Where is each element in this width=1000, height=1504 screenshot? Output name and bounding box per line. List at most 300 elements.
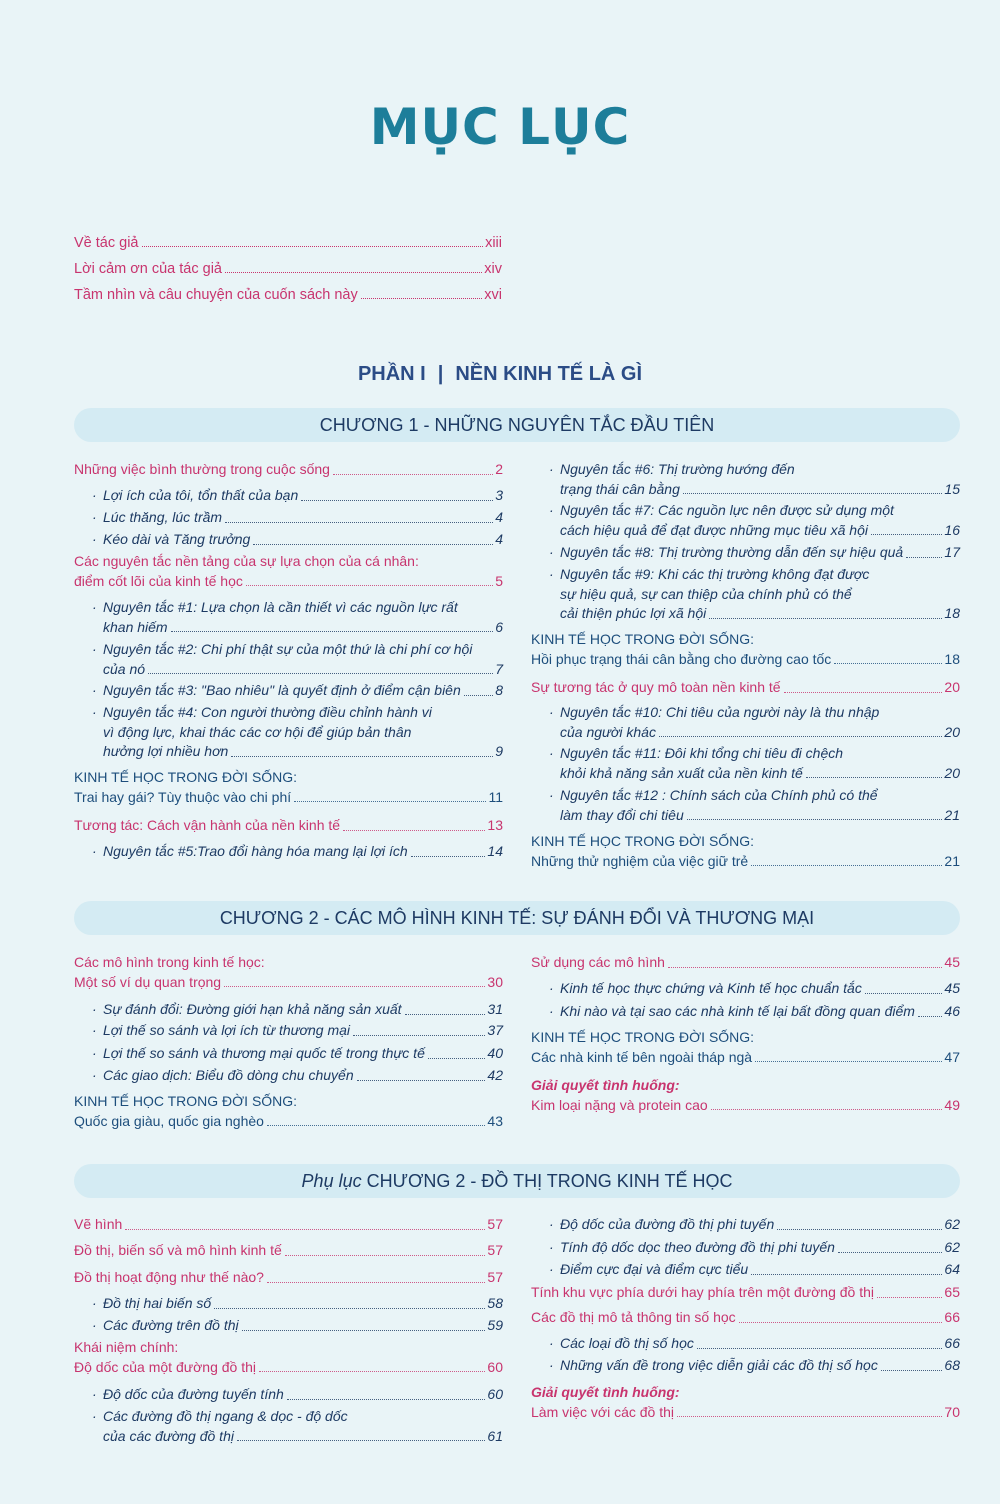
- dot-leader: [881, 1356, 943, 1371]
- entry-text: Nguyên tắc #7: Các nguồn lực nên được sử dụng một: [560, 502, 894, 518]
- page-number: 47: [944, 1048, 960, 1065]
- entry-line: [74, 816, 503, 836]
- bullet-icon: ·: [92, 704, 97, 720]
- toc-subentry: [531, 501, 960, 540]
- entry-text: Khi nào và tại sao các nhà kinh tế lại bất đồng quan điểm: [560, 1003, 915, 1019]
- entry-line: [103, 530, 503, 550]
- page-number: 7: [495, 660, 503, 677]
- entry-text: Các nhà kinh tế bên ngoài tháp ngà: [531, 1048, 753, 1065]
- dot-leader: [906, 543, 942, 558]
- dot-leader: [125, 1215, 485, 1230]
- toc-subentry: [531, 543, 960, 563]
- entry-line: [560, 1215, 960, 1235]
- dot-leader: [871, 521, 942, 536]
- dot-leader: [877, 1283, 942, 1298]
- entry-line: [560, 585, 960, 605]
- dot-leader: [751, 852, 942, 867]
- toc-entry: [531, 1383, 960, 1422]
- toc-subentry: [74, 1407, 503, 1446]
- page-number: 42: [487, 1067, 503, 1083]
- toc-subentry: [531, 1238, 960, 1258]
- toc-subentry: [74, 703, 503, 762]
- entry-text: Độ dốc của một đường đồ thị: [74, 1358, 256, 1375]
- entry-text: Độ dốc của đường tuyến tính: [103, 1386, 284, 1402]
- dot-leader: [231, 742, 493, 757]
- toc-subentry: [74, 640, 503, 679]
- page-number: 60: [487, 1386, 503, 1402]
- entry-text: Nguyên tắc #9: Khi các thị trường không đạt được: [560, 566, 870, 582]
- entry-text: Vẽ hình: [74, 1216, 123, 1232]
- entry-text: Tầm nhìn và câu chuyện của cuốn sách này: [74, 287, 358, 303]
- entry-text: Kinh tế học thực chứng và Kinh tế học chuẩn tắc: [560, 980, 862, 996]
- bullet-icon: ·: [549, 1239, 554, 1255]
- entry-heading: Giải quyết tình huống:: [531, 1384, 680, 1400]
- toc-entry: [531, 678, 960, 698]
- entry-text: Đồ thị, biến số và mô hình kinh tế: [74, 1242, 282, 1258]
- page-number: 58: [487, 1295, 503, 1311]
- bullet-icon: ·: [549, 980, 554, 996]
- entry-line: [531, 1308, 960, 1328]
- page-number: 21: [944, 806, 960, 823]
- chapter-1-band: [74, 408, 960, 442]
- entry-text: Quốc gia giàu, quốc gia nghèo: [74, 1112, 264, 1129]
- toc-subentry: [74, 598, 503, 637]
- dot-leader: [739, 1308, 943, 1323]
- entry-line: [103, 842, 503, 862]
- dot-leader: [777, 1215, 942, 1230]
- entry-line: [74, 552, 503, 572]
- page-number: 15: [944, 480, 960, 497]
- entry-line: [103, 508, 503, 528]
- entry-text: Nguyên tắc #11: Đôi khi tổng chi tiêu đi chệch: [560, 745, 844, 761]
- page-number: 4: [495, 531, 503, 547]
- entry-line: [531, 650, 960, 670]
- bullet-icon: ·: [549, 461, 554, 477]
- toc-subentry: [74, 842, 503, 862]
- dot-leader: [687, 806, 943, 821]
- bullet-icon: ·: [92, 1317, 97, 1333]
- dot-leader: [259, 1358, 485, 1373]
- page-number: 59: [487, 1317, 503, 1333]
- toc-entry: [74, 1268, 503, 1288]
- toc-subentry: [74, 1044, 503, 1064]
- dot-leader: [357, 1066, 486, 1081]
- bullet-icon: ·: [92, 1295, 97, 1311]
- page-number: 46: [944, 1003, 960, 1019]
- part-separator: |: [437, 363, 444, 385]
- entry-text: Về tác giả: [74, 235, 139, 251]
- page-number: 18: [944, 605, 960, 621]
- dot-leader: [301, 486, 493, 501]
- entry-line: [560, 460, 960, 480]
- part-heading: [0, 363, 1000, 386]
- page-number: 37: [487, 1022, 503, 1038]
- entry-line: [531, 852, 960, 872]
- toc-subentry: [74, 530, 503, 550]
- dot-leader: [677, 1403, 942, 1418]
- dot-leader: [755, 1048, 942, 1063]
- chapter-title: CHƯƠNG 2 - CÁC MÔ HÌNH KINH TẾ: SỰ ĐÁNH ĐỔI VÀ THƯƠNG MẠI: [219, 908, 815, 928]
- bullet-icon: ·: [92, 1386, 97, 1402]
- entry-line: [103, 703, 503, 723]
- entry-text: khan hiếm: [103, 618, 168, 635]
- entry-text: hưởng lợi nhiều hơn: [103, 743, 229, 759]
- bullet-icon: ·: [92, 487, 97, 503]
- dot-leader: [142, 235, 484, 247]
- toc-subentry: [74, 681, 503, 701]
- entry-line: [103, 660, 503, 680]
- dot-leader: [411, 842, 486, 857]
- entry-text: Hồi phục trạng thái cân bằng cho đường cao tốc: [531, 650, 832, 667]
- entry-line: [103, 742, 503, 762]
- dot-leader: [683, 480, 943, 495]
- entry-text: của các đường đồ thị: [103, 1427, 234, 1444]
- bullet-icon: ·: [549, 745, 554, 761]
- entry-line: [560, 1238, 960, 1258]
- entry-text: Các mô hình trong kinh tế học:: [74, 954, 265, 970]
- entry-line: [103, 723, 503, 743]
- toc-subentry: [531, 786, 960, 825]
- chapter-2-band: [74, 901, 960, 935]
- dot-leader: [225, 508, 493, 523]
- entry-line: [531, 1403, 960, 1423]
- entry-text: Đồ thị hai biến số: [103, 1295, 212, 1311]
- entry-line: [531, 1096, 960, 1116]
- entry-text: Độ dốc của đường đồ thị phi tuyến: [560, 1216, 775, 1232]
- dot-leader: [246, 572, 493, 587]
- dot-leader: [214, 1294, 485, 1309]
- entry-heading: KINH TẾ HỌC TRONG ĐỜI SỐNG:: [531, 833, 755, 849]
- bullet-icon: ·: [92, 843, 97, 859]
- bullet-icon: ·: [92, 641, 97, 657]
- entry-line: [531, 1283, 960, 1303]
- entry-line: [560, 1356, 960, 1376]
- page-number: 3: [495, 487, 503, 503]
- dot-leader: [353, 1021, 485, 1036]
- entry-text: Nguyên tắc #3: "Bao nhiêu" là quyết định ở điểm cận biên: [103, 682, 461, 698]
- entry-text: Làm việc với các đồ thị: [531, 1403, 675, 1420]
- entry-text: vì động lực, khai thác các cơ hội để giúp bản thân: [103, 723, 412, 740]
- entry-line: [560, 565, 960, 585]
- entry-text: Nguyên tắc #2: Chi phí thật sự của một thứ là chi phí cơ hội: [103, 641, 473, 657]
- page-number: 45: [944, 954, 960, 970]
- page-number: 65: [944, 1284, 960, 1300]
- entry-text: Trai hay gái? Tùy thuộc vào chi phí: [74, 788, 292, 805]
- page-number: 57: [487, 1269, 503, 1285]
- front-matter-item: [74, 261, 502, 277]
- toc-entry: [74, 1215, 503, 1235]
- toc-entry: [74, 816, 503, 836]
- entry-line: [560, 979, 960, 999]
- page-number: 14: [487, 843, 503, 859]
- entry-line: [103, 486, 503, 506]
- entry-line: [560, 703, 960, 723]
- page-number: 68: [944, 1357, 960, 1373]
- page-number: 2: [495, 461, 503, 477]
- entry-line: [74, 973, 503, 993]
- entry-text: của nó: [103, 660, 146, 677]
- entry-line: [560, 764, 960, 784]
- page-number: 18: [944, 650, 960, 667]
- page-number: 6: [495, 618, 503, 635]
- entry-text: Lời cảm ơn của tác giả: [74, 261, 222, 277]
- dot-leader: [237, 1427, 485, 1442]
- entry-text: cách hiệu quả để đạt được những mục tiêu xã hội: [560, 521, 868, 538]
- page-number: 9: [495, 743, 503, 759]
- page-number: 49: [944, 1096, 960, 1113]
- page-number: 40: [487, 1045, 503, 1061]
- page-number: 11: [488, 788, 503, 805]
- page-number: 4: [495, 509, 503, 525]
- toc-subentry: [74, 1385, 503, 1405]
- front-matter-item: [74, 287, 502, 303]
- appendix-band: [74, 1164, 960, 1198]
- entry-line: [560, 1260, 960, 1280]
- entry-text: Sự đánh đổi: Đường giới hạn khả năng sản xuất: [103, 1001, 402, 1017]
- entry-text: Một số ví dụ quan trọng: [74, 973, 222, 990]
- page-number: 20: [944, 764, 960, 781]
- bullet-icon: ·: [549, 704, 554, 720]
- page-number: 66: [944, 1309, 960, 1325]
- entry-line: [103, 1000, 503, 1020]
- dot-leader: [267, 1268, 485, 1283]
- toc-entry: [74, 1092, 503, 1131]
- bullet-icon: ·: [549, 1003, 554, 1019]
- dot-leader: [838, 1238, 942, 1253]
- entry-text: Kim loại nặng và protein cao: [531, 1096, 708, 1113]
- page-title: MỤC LỤC: [369, 98, 631, 156]
- toc-entry: [531, 832, 960, 871]
- bullet-icon: ·: [549, 787, 554, 803]
- dot-leader: [285, 1241, 486, 1256]
- toc-subentry: [74, 1294, 503, 1314]
- entry-line: [103, 681, 503, 701]
- entry-text: Nguyên tắc #12 : Chính sách của Chính phủ có thể: [560, 787, 878, 803]
- dot-leader: [405, 1000, 486, 1015]
- entry-text: Sử dụng các mô hình: [531, 954, 665, 970]
- dot-leader: [834, 650, 942, 665]
- toc-subentry: [531, 1334, 960, 1354]
- toc-subentry: [531, 703, 960, 742]
- page-number: xiii: [485, 235, 502, 251]
- dot-leader: [224, 973, 485, 988]
- bullet-icon: ·: [92, 509, 97, 525]
- entry-line: [74, 572, 503, 592]
- page-number: 17: [944, 544, 960, 560]
- entry-line: [531, 1048, 960, 1068]
- bullet-icon: ·: [549, 1261, 554, 1277]
- dot-leader: [148, 660, 493, 675]
- front-matter-item: [74, 235, 502, 251]
- dot-leader: [806, 764, 943, 779]
- bullet-icon: ·: [549, 1216, 554, 1232]
- page-number: 31: [487, 1001, 503, 1017]
- dot-leader: [294, 788, 486, 803]
- page-number: 30: [487, 973, 503, 990]
- entry-text: Tính khu vực phía dưới hay phía trên một đường đồ thị: [531, 1284, 874, 1300]
- dot-leader: [709, 604, 942, 619]
- entry-text: Đồ thị hoạt động như thế nào?: [74, 1269, 264, 1285]
- toc-entry: [74, 953, 503, 992]
- entry-line: [74, 1215, 503, 1235]
- entry-text: của người khác: [560, 723, 656, 740]
- entry-line: [103, 1044, 503, 1064]
- toc-entry: [74, 1338, 503, 1377]
- toc-subentry: [531, 979, 960, 999]
- entry-line: [103, 1407, 503, 1427]
- dot-leader: [253, 530, 493, 545]
- page-number: xvi: [484, 287, 502, 303]
- toc-subentry: [74, 1021, 503, 1041]
- page-number: 57: [487, 1216, 503, 1232]
- entry-text: điểm cốt lõi của kinh tế học: [74, 572, 243, 589]
- entry-text: cải thiện phúc lợi xã hội: [560, 605, 707, 621]
- toc-subentry: [531, 1260, 960, 1280]
- entry-text: Nguyên tắc #5:Trao đổi hàng hóa mang lại lợi ích: [103, 843, 408, 859]
- page-number: 61: [487, 1427, 503, 1444]
- entry-text: khỏi khả năng sản xuất của nền kinh tế: [560, 764, 803, 781]
- entry-text: Các loại đồ thị số học: [560, 1335, 694, 1351]
- entry-text: Tính độ dốc dọc theo đường đồ thị phi tuyến: [560, 1239, 835, 1255]
- page-number: 57: [487, 1242, 503, 1258]
- entry-line: [74, 460, 503, 480]
- dot-leader: [225, 261, 482, 273]
- entry-line: [560, 521, 960, 541]
- toc-subentry: [531, 744, 960, 783]
- toc-entry: [531, 1028, 960, 1067]
- entry-text: Nguyên tắc #6: Thị trường hướng đến: [560, 461, 795, 477]
- dot-leader: [242, 1316, 486, 1331]
- toc-entry: [74, 552, 503, 591]
- toc-subentry: [531, 1215, 960, 1235]
- entry-text: sự hiệu quả, sự can thiệp của chính phủ có thể: [560, 585, 852, 602]
- page-number: 8: [495, 682, 503, 698]
- entry-line: [560, 723, 960, 743]
- bullet-icon: ·: [549, 1357, 554, 1373]
- toc-subentry: [531, 460, 960, 499]
- entry-text: Các đường trên đồ thị: [103, 1317, 239, 1333]
- entry-text: Các nguyên tắc nền tảng của sự lựa chọn của cá nhân:: [74, 553, 419, 569]
- entry-line: [560, 480, 960, 500]
- entry-line: [103, 1427, 503, 1447]
- entry-text: Nguyên tắc #1: Lựa chọn là cần thiết vì các nguồn lực rất: [103, 599, 458, 615]
- toc-subentry: [74, 486, 503, 506]
- entry-heading: KINH TẾ HỌC TRONG ĐỜI SỐNG:: [74, 1093, 298, 1109]
- page-number: 21: [944, 852, 960, 869]
- toc-entry: [74, 768, 503, 807]
- bullet-icon: ·: [92, 531, 97, 547]
- entry-text: Lợi thế so sánh và lợi ích từ thương mại: [103, 1022, 351, 1038]
- dot-leader: [865, 979, 943, 994]
- entry-line: [74, 788, 503, 808]
- entry-heading: Giải quyết tình huống:: [531, 1077, 680, 1093]
- dot-leader: [659, 723, 942, 738]
- toc-subentry: [531, 565, 960, 624]
- page-number: 16: [944, 521, 960, 538]
- entry-heading: KINH TẾ HỌC TRONG ĐỜI SỐNG:: [531, 631, 755, 647]
- toc-subentry: [531, 1356, 960, 1376]
- entry-line: [560, 1002, 960, 1022]
- page-number: 70: [944, 1403, 960, 1420]
- entry-line: [103, 1385, 503, 1405]
- bullet-icon: ·: [92, 1001, 97, 1017]
- entry-line: [74, 1338, 503, 1358]
- dot-leader: [428, 1044, 486, 1059]
- bullet-icon: ·: [92, 1022, 97, 1038]
- entry-text: Những thử nghiệm của việc giữ trẻ: [531, 852, 749, 869]
- entry-line: [74, 953, 503, 973]
- page-number: 5: [495, 572, 503, 589]
- entry-text: Nguyên tắc #8: Thị trường thường dẫn đến sự hiệu quả: [560, 544, 904, 560]
- entry-text: trạng thái cân bằng: [560, 480, 680, 497]
- toc-subentry: [74, 1000, 503, 1020]
- bullet-icon: ·: [92, 599, 97, 615]
- toc-entry: [531, 1308, 960, 1328]
- entry-line: [103, 618, 503, 638]
- entry-text: Lúc thăng, lúc trầm: [103, 509, 223, 525]
- entry-line: [560, 1334, 960, 1354]
- bullet-icon: ·: [92, 682, 97, 698]
- entry-line: [560, 806, 960, 826]
- dot-leader: [333, 460, 493, 475]
- bullet-icon: ·: [549, 1335, 554, 1351]
- part-label: PHẦN I: [357, 363, 426, 385]
- entry-line: [103, 598, 503, 618]
- entry-line: [531, 953, 960, 973]
- toc-subentry: [531, 1002, 960, 1022]
- dot-leader: [361, 287, 483, 299]
- page-number: 60: [487, 1358, 503, 1375]
- dot-leader: [287, 1385, 486, 1400]
- toc-entry: [531, 630, 960, 669]
- toc-entry: [531, 1283, 960, 1303]
- entry-text: Tương tác: Cách vận hành của nền kinh tế: [74, 817, 341, 833]
- entry-line: [560, 786, 960, 806]
- entry-text: Lợi thế so sánh và thương mại quốc tế trong thực tế: [103, 1045, 425, 1061]
- bullet-icon: ·: [92, 1045, 97, 1061]
- dot-leader: [464, 681, 493, 696]
- entry-text: làm thay đổi chi tiêu: [560, 806, 684, 823]
- entry-text: Khái niệm chính:: [74, 1339, 179, 1355]
- dot-leader: [918, 1002, 943, 1017]
- entry-line: [74, 1268, 503, 1288]
- bullet-icon: ·: [92, 1408, 97, 1424]
- entry-text: Các đồ thị mô tả thông tin số học: [531, 1309, 736, 1325]
- toc-subentry: [74, 508, 503, 528]
- entry-heading: KINH TẾ HỌC TRONG ĐỜI SỐNG:: [74, 769, 298, 785]
- bullet-icon: ·: [549, 544, 554, 560]
- dot-leader: [697, 1334, 943, 1349]
- entry-text: Những vấn đề trong việc diễn giải các đồ thị số học: [560, 1357, 878, 1373]
- toc-entry: [74, 1241, 503, 1261]
- page-number: 20: [944, 679, 960, 695]
- entry-heading: KINH TẾ HỌC TRONG ĐỜI SỐNG:: [531, 1029, 755, 1045]
- entry-text: Nguyên tắc #10: Chi tiêu của người này là thu nhập: [560, 704, 880, 720]
- dot-leader: [267, 1112, 485, 1127]
- dot-leader: [343, 816, 485, 831]
- dot-leader: [711, 1096, 943, 1111]
- entry-text: Điểm cực đại và điểm cực tiểu: [560, 1261, 749, 1277]
- page-number: 20: [944, 723, 960, 740]
- page-number: 45: [944, 980, 960, 996]
- entry-line: [560, 604, 960, 624]
- toc-subentry: [74, 1316, 503, 1336]
- entry-text: Lợi ích của tôi, tổn thất của bạn: [103, 487, 299, 503]
- entry-line: [560, 501, 960, 521]
- dot-leader: [751, 1260, 942, 1275]
- bullet-icon: ·: [549, 502, 554, 518]
- entry-line: [103, 1294, 503, 1314]
